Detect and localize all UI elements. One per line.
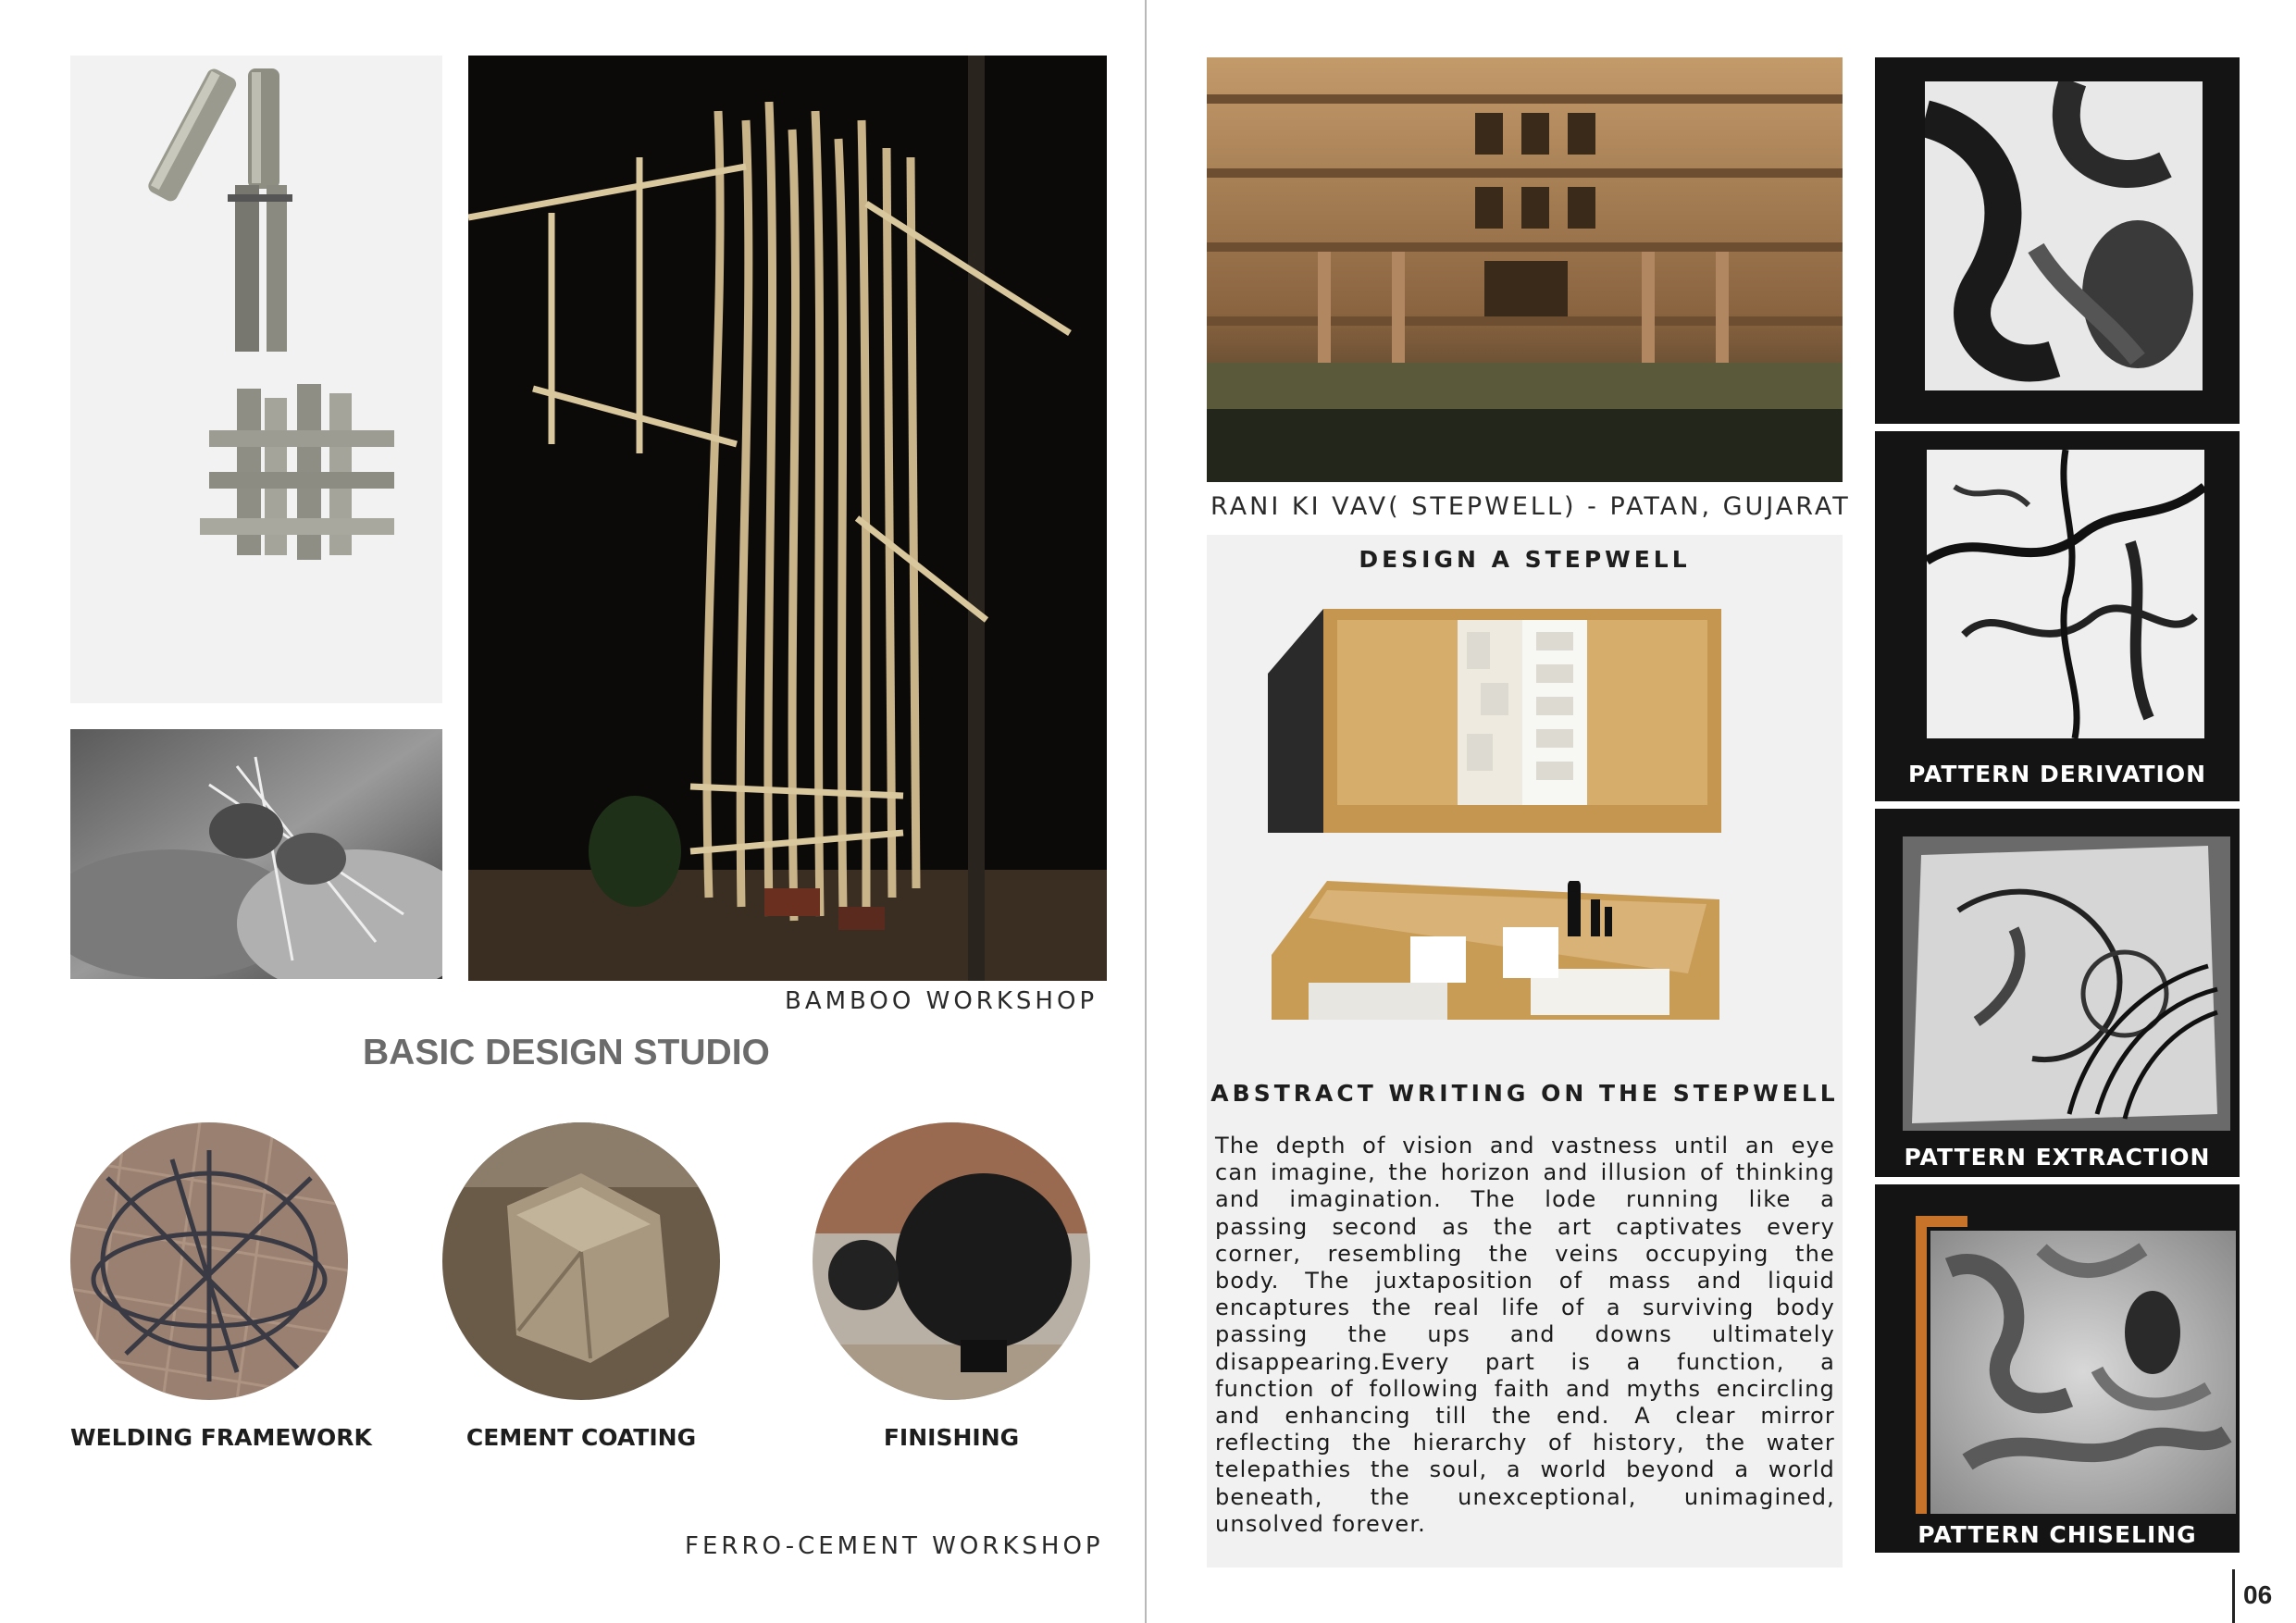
page-number: 06 (2243, 1580, 2273, 1609)
orange-accent-bar (1916, 1216, 1927, 1514)
page-gutter-divider (1145, 0, 1147, 1623)
pattern-panel-extraction (1875, 809, 2240, 1177)
abstract-line: body. The juxtaposition of mass and liquid (1215, 1268, 1835, 1295)
bamboo-workshop-caption: BAMBOO WORKSHOP (785, 987, 1098, 1015)
design-stepwell-heading: DESIGN A STEPWELL (1359, 546, 1691, 573)
abstract-writing-heading: ABSTRACT WRITING ON THE STEPWELL (1210, 1080, 1839, 1107)
finishing-photo (813, 1122, 1090, 1400)
pattern-panel-derivation (1875, 431, 2240, 801)
studio-title: BASIC DESIGN STUDIO (363, 1033, 770, 1072)
abstract-line: passing second as the art captivates every (1215, 1213, 1835, 1240)
pattern-panel-chiseling (1875, 1184, 2240, 1553)
bamboo-installation-photo (468, 56, 1107, 981)
ferro-cement-workshop-caption: FERRO-CEMENT WORKSHOP (685, 1532, 1104, 1560)
abstract-line: and imagination. The lode running like a (1215, 1186, 1835, 1213)
rani-ki-vav-photo (1207, 57, 1843, 482)
pattern-extraction-label: PATTERN EXTRACTION (1904, 1144, 2211, 1171)
pattern-chiseling-label: PATTERN CHISELING (1917, 1521, 2197, 1548)
orange-accent-bar-top (1916, 1216, 1967, 1227)
abstract-line: can imagine, the horizon and illusion of thinking (1215, 1159, 1835, 1186)
abstract-line: The depth of vision and vastness until an eye (1215, 1133, 1835, 1158)
abstract-line: passing the ups and downs ultimately (1215, 1321, 1835, 1348)
pattern-extraction-photo (1903, 836, 2230, 1131)
finishing-label: FINISHING (883, 1424, 1020, 1451)
page-number-divider (2232, 1569, 2235, 1623)
stepwell-model-top-view (1268, 609, 1721, 833)
cement-coating-label: CEMENT COATING (465, 1424, 697, 1451)
abstract-line: beneath, the unexceptional, unimagined, (1215, 1483, 1835, 1510)
bamboo-joint-photo (70, 56, 442, 703)
abstract-line: reflecting the hierarchy of history, the water (1215, 1430, 1835, 1456)
abstract-line: telepathies the soul, a world beyond a world (1215, 1456, 1835, 1483)
stepwell-model-perspective (1272, 881, 1719, 1023)
pattern-charcoal-photo (1925, 81, 2203, 390)
abstract-line: and enhancing till the end. A clear mirror (1215, 1403, 1835, 1430)
abstract-line: unsolved forever. (1215, 1510, 1427, 1537)
abstract-line: function of following faith and myths encircling (1215, 1375, 1835, 1402)
pattern-derivation-photo (1927, 450, 2204, 738)
pattern-panel-1 (1875, 57, 2240, 424)
stepwell-caption: RANI KI VAV( STEPWELL) - PATAN, GUJARAT (1210, 492, 1851, 521)
abstract-line: disappearing.Every part is a function, a (1215, 1348, 1835, 1375)
abstract-line: encaptures the real life of a surviving body (1215, 1295, 1835, 1321)
abstract-line: corner, resembling the veins occupying the (1215, 1240, 1835, 1267)
welding-framework-photo (70, 1122, 348, 1400)
abstract-writing-text (1215, 1133, 1835, 1538)
welding-framework-label: WELDING FRAMEWORK (70, 1424, 372, 1451)
pattern-derivation-label: PATTERN DERIVATION (1907, 761, 2207, 787)
cement-coating-photo (442, 1122, 720, 1400)
pattern-chiseling-photo (1930, 1231, 2236, 1514)
weaving-hands-photo (70, 729, 442, 979)
